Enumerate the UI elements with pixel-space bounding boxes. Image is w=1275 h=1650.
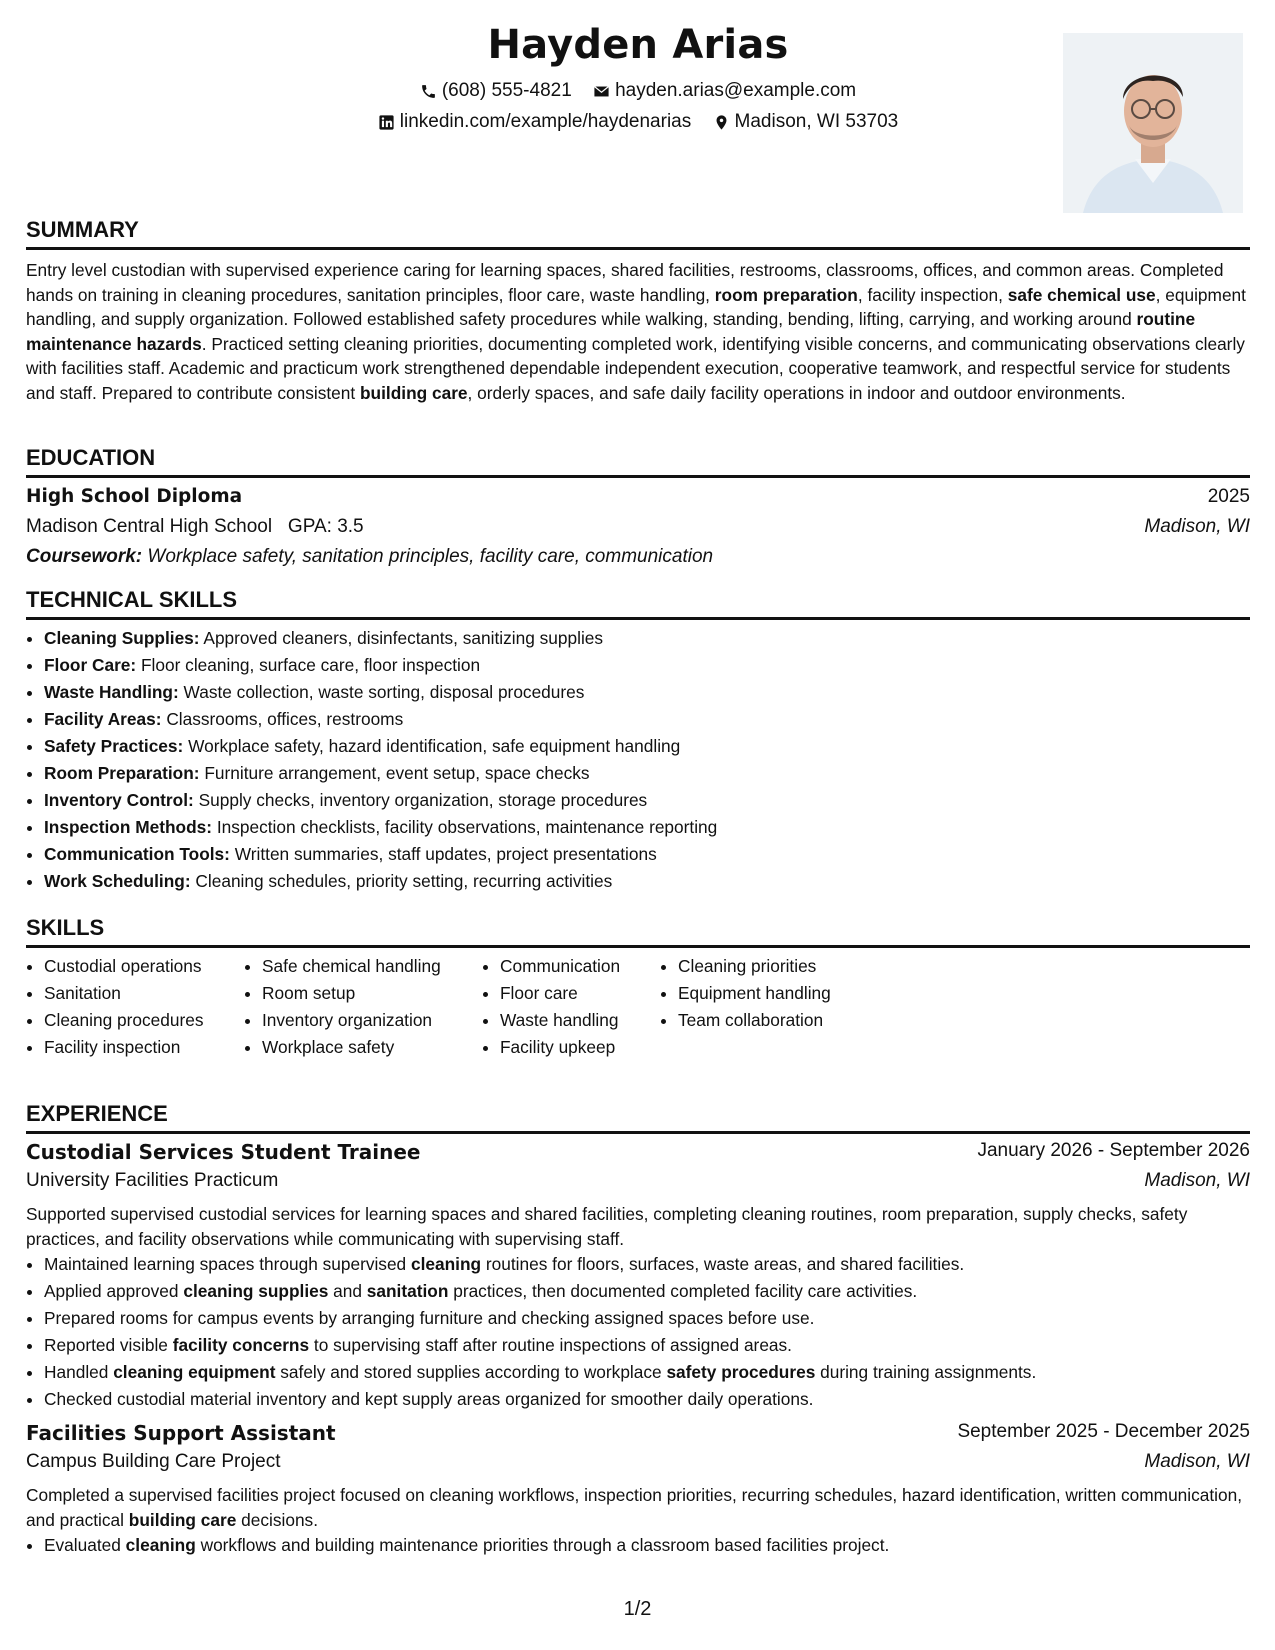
list-item: • Team collaboration [678, 1007, 878, 1034]
experience-heading: EXPERIENCE [26, 1101, 168, 1126]
profile-photo [1063, 33, 1243, 213]
list-item: • Facility upkeep [500, 1034, 660, 1061]
job-org-row [26, 1447, 1250, 1477]
list-item: • Room setup [262, 980, 482, 1007]
map-pin-icon [713, 114, 730, 131]
list-item: • Cleaning Supplies: Approved cleaners, disinfectants, sanitizing supplies [44, 625, 1250, 652]
skills-column-3 [482, 953, 660, 1061]
page-number: 1/2 [623, 1598, 652, 1620]
list-item: • Maintained learning spaces through supervised cleaning routines for floors, surfaces, waste areas, and shared facilities. [44, 1251, 1250, 1278]
list-item: • Communication Tools: Written summaries, staff updates, project presentations [44, 841, 1250, 868]
list-item: • Custodial operations [44, 953, 244, 980]
education-degree-row [26, 482, 1250, 512]
phone-icon [420, 83, 437, 100]
list-item: • Floor Care: Floor cleaning, surface care, floor inspection [44, 652, 1250, 679]
education-section [26, 444, 1250, 572]
summary-divider [26, 247, 1250, 250]
list-item: • Evaluated cleaning workflows and building maintenance priorities through a classroom based facilities project. [44, 1532, 1250, 1559]
list-item: • Inspection Methods: Inspection checklists, facility observations, maintenance reporting [44, 814, 1250, 841]
job-summary: Supported supervised custodial services for learning spaces and shared facilities, completing cleaning routines, room preparation, supply checks, safety practices, and facility observations while communicating with supervising staff. [26, 1204, 1188, 1249]
linkedin-text[interactable]: linkedin.com/example/haydenarias [399, 111, 692, 132]
technical-skills-list [26, 625, 1250, 895]
coursework: Coursework: Workplace safety, sanitation principles, facility care, communication [26, 546, 714, 567]
technical-skills-heading: TECHNICAL SKILLS [26, 587, 238, 612]
skills-column-4 [660, 953, 878, 1061]
candidate-name: Hayden Arias [487, 22, 789, 68]
list-item: • Communication [500, 953, 660, 980]
linkedin-icon [378, 114, 395, 131]
job-organization: Campus Building Care Project [26, 1451, 281, 1472]
school-name: Madison Central High School GPA: 3.5 [26, 516, 364, 537]
coursework-row [26, 542, 1250, 572]
list-item: • Prepared rooms for campus events by arranging furniture and checking assigned spaces before use. [44, 1305, 1250, 1332]
list-item: • Sanitation [44, 980, 244, 1007]
job-summary: Completed a supervised facilities project focused on cleaning workflows, inspection priorities, recurring schedules, hazard identification, written communication, and practical building care decisions. [26, 1485, 1243, 1530]
portrait-image [1063, 33, 1243, 213]
list-item: • Floor care [500, 980, 660, 1007]
skills-columns [26, 953, 1250, 1061]
linkedin-contact[interactable] [378, 111, 692, 133]
job-entry [26, 1136, 1250, 1413]
list-item: • Room Preparation: Furniture arrangement, event setup, space checks [44, 760, 1250, 787]
job-location: Madison, WI [1144, 1451, 1250, 1472]
technical-skills-section [26, 586, 1250, 895]
location-contact [713, 111, 899, 133]
list-item: • Equipment handling [678, 980, 878, 1007]
location-text: Madison, WI 53703 [734, 111, 899, 132]
gpa: GPA: 3.5 [287, 516, 364, 537]
list-item: • Facility Areas: Classrooms, offices, restrooms [44, 706, 1250, 733]
summary-text: Entry level custodian with supervised experience caring for learning spaces, shared facilities, restrooms, classrooms, offices, and common areas. Completed hands on training in cleaning procedures, sanitation principles, floor care, waste handling, room preparation, facility inspection, safe chemical use, equipment handling, and supply organization. Followed established safety procedures while walking, standing, bending, lifting, carrying, and working around routine maintenance hazards. Practiced setting cleaning priorities, documenting completed work, identifying visible concerns, and communicating observations clearly with facilities staff. Academic and practicum work strengthened dependable independent execution, cooperative teamwork, and respectful service for students and staff. Prepared to contribute consistent building care, orderly spaces, and safe daily facility operations in indoor and outdoor environments. [26, 260, 1246, 403]
list-item: • Waste Handling: Waste collection, waste sorting, disposal procedures [44, 679, 1250, 706]
job-dates: September 2025 - December 2025 [957, 1421, 1250, 1442]
email-text[interactable]: hayden.arias@example.com [615, 80, 857, 101]
skills-section [26, 914, 1250, 1061]
list-item: • Checked custodial material inventory and kept supply areas organized for smoother daily operations. [44, 1386, 1250, 1413]
job-title: Custodial Services Student Trainee [26, 1140, 421, 1164]
skills-column-2 [244, 953, 482, 1061]
job-title-row [26, 1417, 1250, 1447]
job-entry [26, 1417, 1250, 1559]
technical-skills-divider [26, 617, 1250, 620]
job-org-row [26, 1166, 1250, 1196]
job-bullets [26, 1532, 1250, 1559]
job-title: Facilities Support Assistant [26, 1421, 336, 1445]
list-item: • Cleaning procedures [44, 1007, 244, 1034]
job-location: Madison, WI [1144, 1170, 1250, 1191]
list-item: • Safe chemical handling [262, 953, 482, 980]
list-item: • Work Scheduling: Cleaning schedules, priority setting, recurring activities [44, 868, 1250, 895]
list-item: • Cleaning priorities [678, 953, 878, 980]
summary-heading: SUMMARY [26, 217, 139, 242]
email-contact[interactable] [593, 80, 856, 102]
job-bullets [26, 1251, 1250, 1413]
list-item: • Facility inspection [44, 1034, 244, 1061]
experience-divider [26, 1131, 1250, 1134]
skills-column-1 [26, 953, 244, 1061]
graduation-year: 2025 [1207, 486, 1250, 507]
job-title-row [26, 1136, 1250, 1166]
skills-divider [26, 945, 1250, 948]
job-dates: January 2026 - September 2026 [977, 1140, 1250, 1161]
education-divider [26, 475, 1250, 478]
summary-section [26, 216, 1250, 405]
list-item: • Safety Practices: Workplace safety, hazard identification, safe equipment handling [44, 733, 1250, 760]
education-heading: EDUCATION [26, 445, 156, 470]
list-item: • Reported visible facility concerns to supervising staff after routine inspections of assigned areas. [44, 1332, 1250, 1359]
envelope-icon [593, 83, 610, 100]
resume-page [26, 0, 1250, 1650]
list-item: • Workplace safety [262, 1034, 482, 1061]
experience-section [26, 1100, 1250, 1559]
phone-text: (608) 555-4821 [441, 80, 572, 101]
list-item: • Inventory organization [262, 1007, 482, 1034]
degree-title: High School Diploma [26, 486, 243, 507]
list-item: • Applied approved cleaning supplies and sanitation practices, then documented completed facility care activities. [44, 1278, 1250, 1305]
phone-contact [420, 80, 572, 102]
list-item: • Waste handling [500, 1007, 660, 1034]
job-organization: University Facilities Practicum [26, 1170, 279, 1191]
list-item: • Inventory Control: Supply checks, inventory organization, storage procedures [44, 787, 1250, 814]
skills-heading: SKILLS [26, 915, 105, 940]
list-item: • Handled cleaning equipment safely and stored supplies according to workplace safety procedures during training assignments. [44, 1359, 1250, 1386]
school-location: Madison, WI [1144, 516, 1250, 537]
education-school-row [26, 512, 1250, 542]
